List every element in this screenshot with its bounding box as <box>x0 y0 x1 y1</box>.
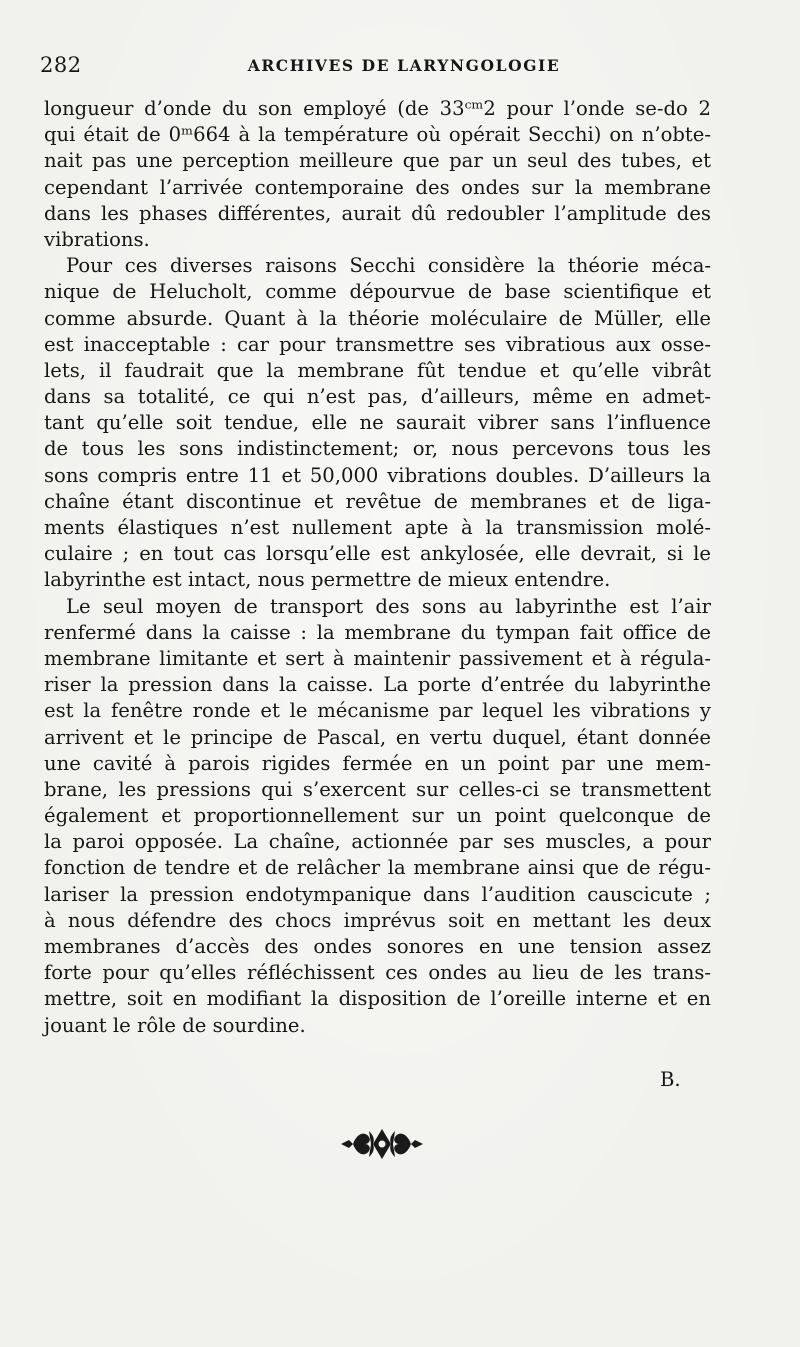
text-line: jouant le rôle de sourdine. <box>44 1013 306 1037</box>
text-line: lariser la pression endotympanique dans l’audition causcicute ; <box>44 882 711 906</box>
body-text <box>44 96 711 1039</box>
text-line: nique de Helucholt, comme dépourvue de base scientifique et <box>44 280 711 304</box>
text-line: qui était de 0ᵐ664 à la température où opérait Secchi) on n’obte- <box>44 123 711 147</box>
text-line: dans les phases différentes, aurait dû redoubler l’amplitude des <box>44 201 711 225</box>
text-line: lets, il faudrait que la membrane fût tendue et qu’elle vibrât <box>44 358 711 382</box>
text-line: culaire ; en tout cas lorsqu’elle est ankylosée, elle devrait, si le <box>44 542 711 566</box>
text-line: tant qu’elle soit tendue, elle ne saurait vibrer sans l’influence <box>44 411 711 435</box>
text-line: une cavité à parois rigides fermée en un point par une mem- <box>44 751 711 775</box>
page-number: 282 <box>40 53 82 77</box>
text-line: dans sa totalité, ce qui n’est pas, d’ailleurs, même en admet- <box>44 385 711 409</box>
text-line: à nous défendre des chocs imprévus soit en mettant les deux <box>44 908 711 932</box>
paragraph-start-line: Le seul moyen de transport des sons au labyrinthe est l’air <box>66 594 711 618</box>
text-line: forte pour qu’elles réfléchissent ces ondes au lieu de les trans- <box>44 961 711 985</box>
text-line: la paroi opposée. La chaîne, actionnée par ses muscles, a pour <box>44 830 711 854</box>
text-line: de tous les sons indistinctement; or, nous percevons tous les <box>44 437 711 461</box>
text-line: vibrations. <box>44 227 150 251</box>
text-line: ments élastiques n’est nullement apte à la transmission molé- <box>44 516 711 539</box>
text-line: arrivent et le principe de Pascal, en vertu duquel, étant donnée <box>44 725 711 749</box>
text-line: chaîne étant discontinue et revêtue de membranes et de liga- <box>44 489 711 513</box>
text-line: nait pas une perception meilleure que par un seul des tubes, et <box>44 149 711 173</box>
text-line: longueur d’onde du son employé (de 33ᶜᵐ2 pour l’onde se-do 2 <box>44 97 711 120</box>
text-line: mettre, soit en modifiant la disposition de l’oreille interne et en <box>44 987 711 1011</box>
text-line: fonction de tendre et de relâcher la membrane ainsi que de régu- <box>44 856 711 880</box>
text-line: brane, les pressions qui s’exercent sur celles-ci se transmettent <box>44 777 711 801</box>
text-line: également et proportionnellement sur un point quelconque de <box>44 804 711 828</box>
text-line: comme absurde. Quant à la théorie moléculaire de Müller, elle <box>44 306 711 330</box>
fleuron-ornament-icon <box>339 1125 425 1163</box>
text-line: sons compris entre 11 et 50,000 vibrations doubles. D’ailleurs la <box>44 463 711 487</box>
text-line: est inacceptable : car pour transmettre ses vibratious aux osse- <box>44 332 711 356</box>
text-line: labyrinthe est intact, nous permettre de mieux entendre. <box>44 568 611 592</box>
text-line: riser la pression dans la caisse. La porte d’entrée du labyrinthe <box>44 673 711 697</box>
paragraph-start-line: Pour ces diverses raisons Secchi considère la théorie méca- <box>66 254 711 278</box>
text-line: cependant l’arrivée contemporaine des ondes sur la membrane <box>44 175 711 199</box>
author-signature: B. <box>660 1068 681 1091</box>
running-title: ARCHIVES DE LARYNGOLOGIE <box>247 56 561 75</box>
text-line: renfermé dans la caisse : la membrane du tympan fait office de <box>44 620 711 644</box>
text-line: est la fenêtre ronde et le mécanisme par lequel les vibrations y <box>44 699 711 723</box>
text-line: membrane limitante et sert à maintenir passivement et à régula- <box>44 646 711 670</box>
text-line: membranes d’accès des ondes sonores en une tension assez <box>44 935 711 958</box>
